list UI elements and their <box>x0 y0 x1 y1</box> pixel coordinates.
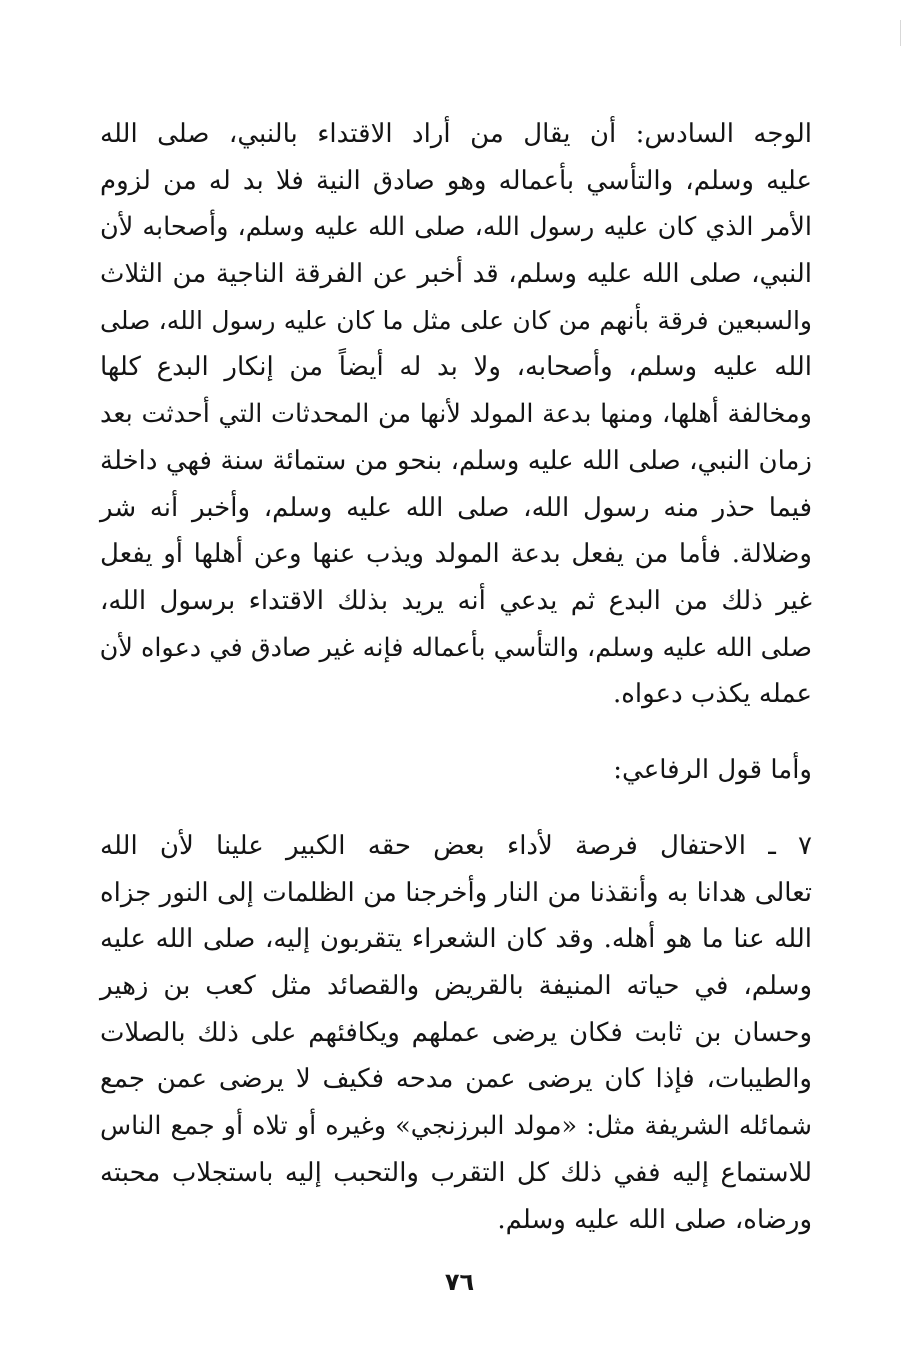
text-line: ورضاه، صلى الله عليه وسلم. <box>497 1204 812 1235</box>
text-line: غير ذلك من البدع ثم يدعي أنه يريد بذلك الاقتداء برسول الله، <box>100 585 812 616</box>
text-line: النبي، صلى الله عليه وسلم، قد أخبر عن الفرقة الناجية من الثلاث <box>100 259 812 290</box>
paragraph-sixth-aspect <box>100 111 812 718</box>
text-line: صلى الله عليه وسلم، والتأسي بأعماله فإنه غير صادق في دعواه لأن <box>99 632 812 663</box>
text-line: شمائله الشريفة مثل: «مولد البرزنجي» وغيره أو تلاه أو جمع الناس <box>100 1111 812 1142</box>
text-line: ٧ ـ الاحتفال فرصة لأداء بعض حقه الكبير علينا لأن الله <box>100 831 812 861</box>
text-line: وضلالة. فأما من يفعل بدعة المولد ويذب عنها وعن أهلها أو يفعل <box>100 539 812 570</box>
scan-edge-mark <box>900 20 901 46</box>
text-line: للاستماع إليه ففي ذلك كل التقرب والتحبب إليه باستجلاب محبته <box>100 1157 812 1188</box>
text-line: فيما حذر منه رسول الله، صلى الله عليه وسلم، وأخبر أنه شر <box>100 492 812 523</box>
text-line: الوجه السادس: أن يقال من أراد الاقتداء بالنبي، صلى الله <box>100 119 812 149</box>
text-line: وحسان بن ثابت فكان يرضى عملهم ويكافئهم على ذلك بالصلات <box>100 1017 812 1048</box>
text-line: الأمر الذي كان عليه رسول الله، صلى الله عليه وسلم، وأصحابه لأن <box>100 212 812 243</box>
text-line: الله عنا ما هو أهله. وقد كان الشعراء يتقربون إليه، صلى الله عليه <box>100 924 812 955</box>
text-line: عمله يكذب دعواه. <box>613 679 812 710</box>
text-line: ومخالفة أهلها، ومنها بدعة المولد لأنها من المحدثات التي أحدثت بعد <box>100 399 812 430</box>
section-heading <box>100 747 812 794</box>
page-number: ٧٦ <box>444 1268 475 1296</box>
paragraph-point-seven <box>100 823 812 1243</box>
text-line: تعالى هدانا به وأنقذنا من النار وأخرجنا من الظلمات إلى النور جزاه <box>100 877 812 908</box>
text-line: والسبعين فرقة بأنهم من كان على مثل ما كان عليه رسول الله، صلى <box>100 305 812 335</box>
text-line: عليه وسلم، والتأسي بأعماله وهو صادق النية فلا بد له من لزوم <box>100 165 812 196</box>
text-line: زمان النبي، صلى الله عليه وسلم، بنحو من ستمائة سنة فهي داخلة <box>100 445 812 476</box>
text-line: الله عليه وسلم، وأصحابه، ولا بد له أيضاً من إنكار البدع كلها <box>100 352 812 383</box>
heading-text: وأما قول الرفاعي: <box>613 755 812 785</box>
text-line: وسلم، في حياته المنيفة بالقريض والقصائد مثل كعب بن زهير <box>100 971 812 1002</box>
text-line: والطيبات، فإذا كان يرضى عمن مدحه فكيف لا يرضى عمن جمع <box>100 1064 812 1095</box>
